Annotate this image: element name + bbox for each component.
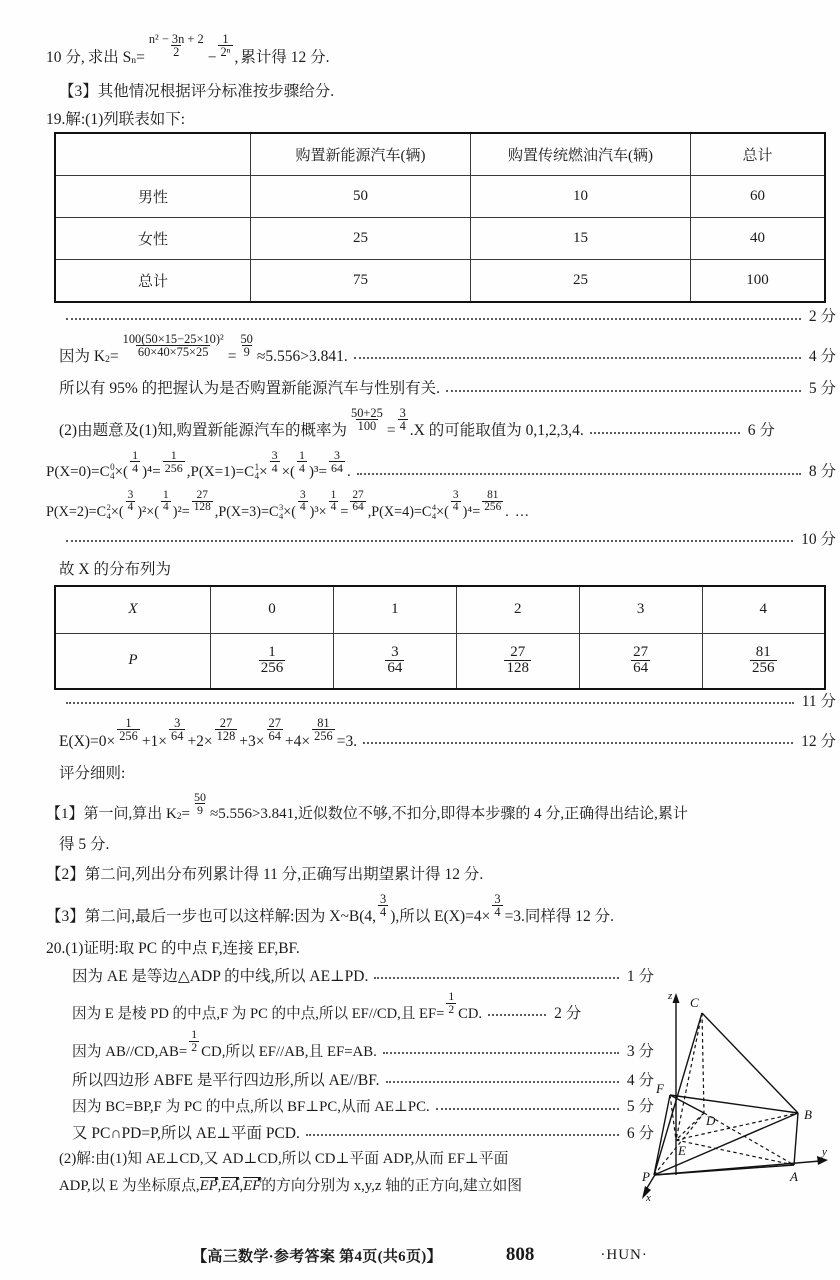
solid-geometry-figure	[642, 985, 838, 1203]
vector-EA: EA	[221, 1178, 240, 1195]
fraction-27-128: $\frac{27}{128}$	[216, 716, 236, 744]
rubric-title	[46, 766, 836, 782]
label-C: C	[690, 995, 699, 1011]
fraction-3-4: $\frac{3}{4}$	[494, 891, 501, 920]
table-cell-p-label: P	[55, 633, 211, 689]
fraction-3-4: $\frac{3}{4}$	[299, 489, 306, 514]
distribution-lead-text: 故 X 的分布列为	[59, 561, 171, 579]
dashed-EB	[676, 1113, 798, 1140]
geometry-svg	[642, 985, 838, 1203]
label-P: P	[642, 1169, 650, 1185]
label-F: F	[656, 1081, 664, 1097]
proof-step-tail: CD.	[458, 1006, 483, 1023]
score-value: 8 分	[808, 463, 836, 481]
fraction-1-256	[163, 449, 185, 474]
multiply-open: ×(	[110, 504, 124, 521]
score-value: 4 分	[808, 348, 836, 366]
score-value: 1 分	[626, 967, 654, 985]
leader-dots	[488, 1013, 546, 1016]
k2-formula-line	[46, 331, 836, 366]
denominator: 4	[399, 419, 406, 434]
table-cell: 4	[702, 586, 825, 634]
denominator: 64	[330, 460, 343, 475]
conclusion-text: 所以有 95% 的把握认为是否购置新能源汽车与性别有关.	[59, 380, 441, 398]
table-cell: 100	[691, 260, 826, 303]
fraction-probability	[349, 407, 385, 433]
multiply: ×	[259, 463, 268, 480]
x-values-text: .X 的可能取值为 0,1,2,3,4.	[409, 422, 584, 440]
multiply-open: ×(	[281, 463, 296, 480]
numerator: 100(50×15−25×10)²	[122, 331, 224, 346]
score-line-2	[46, 309, 836, 325]
table-cell	[456, 633, 579, 689]
footer-title: 【高三数学·参考答案 第4页(共6页)】	[192, 1248, 442, 1265]
table-cell: 75	[251, 260, 471, 303]
numerator: 3	[271, 447, 278, 462]
q20-line-3	[46, 990, 654, 1023]
table-row	[55, 218, 825, 260]
fraction-50-9: $\frac{50}{9}$	[193, 790, 206, 818]
question-lead: 解:(1)列联表如下:	[65, 111, 186, 129]
p2-label: P(X=2)=C	[46, 504, 107, 521]
denominator: 2ⁿ	[220, 45, 231, 60]
q20-line-9: ADP,以 E 为坐标原点, EP , EA , EF 的方向分别为 x,y,z 轴的正方向,建立如图	[59, 1178, 523, 1195]
rubric-continuation: 得 5 分.	[59, 836, 110, 854]
fraction-sn-main	[147, 33, 206, 59]
table-cell	[211, 633, 334, 689]
table-cell: 女性	[55, 218, 251, 260]
table-row	[55, 260, 825, 303]
label-z-axis: z	[668, 990, 673, 1003]
table-cell: 总计	[55, 260, 251, 303]
rubric-item-3	[46, 891, 836, 926]
term: +4×	[284, 732, 311, 750]
q19-part2-line	[46, 405, 836, 440]
table-header-row	[55, 133, 825, 176]
multiply-open: ×(	[114, 463, 129, 480]
score-value: 6 分	[747, 422, 775, 440]
fraction-50-9	[238, 333, 254, 359]
fraction-3-64	[329, 449, 345, 474]
q20-line-4	[46, 1026, 654, 1060]
page-footer	[0, 1244, 840, 1266]
table-cell	[702, 633, 825, 689]
continuation-line-1: 10 分 , 求出 S n = $\frac{\text{n² − 3n + 2}}{2}$ − $\frac{1}{\text{2ⁿ}}$ , 累计得 12 分.	[46, 32, 330, 66]
q20-line-5	[46, 1073, 654, 1089]
denominator: 9	[243, 345, 250, 360]
leader-dots	[590, 431, 740, 434]
term: +3×	[239, 732, 265, 750]
fraction-p0: $\frac{1}{256}$	[260, 644, 284, 677]
expectation-label: E(X)=0×	[59, 732, 116, 750]
table-cell	[333, 633, 456, 689]
leader-dots	[357, 472, 801, 475]
superscript-2: 2	[105, 354, 110, 366]
edge-FB	[670, 1095, 798, 1113]
approx-comparison: ≈5.556>3.841.	[256, 348, 348, 366]
power-close: )⁴=	[142, 463, 161, 480]
fraction-27-128: $\frac{27}{128}$	[193, 489, 211, 514]
numerator: 50	[240, 331, 253, 346]
leader-dots	[374, 976, 619, 979]
leader-dots	[66, 539, 793, 542]
table-row-x	[55, 586, 825, 634]
rubric-item-1	[46, 790, 836, 823]
power-close: )³×	[309, 504, 327, 521]
leader-dots	[436, 1107, 619, 1110]
table-cell: 购置新能源汽车(辆)	[251, 133, 471, 176]
p3-label: ,P(X=3)=C	[214, 504, 279, 521]
table-cell: 25	[471, 260, 691, 303]
numerator: 3	[333, 447, 340, 462]
probability-line-2	[46, 489, 836, 521]
q19-heading	[46, 112, 836, 128]
leader-dots	[354, 356, 801, 359]
question-number: 19.	[46, 111, 66, 129]
proof-step-tail: CD,所以 EF//AB,且 EF=AB.	[201, 1043, 377, 1060]
fraction-81-256: $\frac{81}{256}$	[484, 489, 502, 514]
table-cell: 10	[471, 176, 691, 218]
table-cell: 15	[471, 218, 691, 260]
equals-sign: =	[109, 348, 119, 366]
label-x-axis: x	[646, 1192, 651, 1204]
rubric-tail: =3.同样得 12 分.	[504, 908, 615, 926]
p1-label: ,P(X=1)=C	[186, 463, 255, 480]
fraction-1-4	[130, 449, 140, 474]
minus-sign: −	[207, 48, 217, 66]
expectation-line	[46, 716, 836, 750]
rubric-note-3: 【3】其他情况根据评分标准按步骤给分.	[59, 82, 335, 100]
numerator: 1	[132, 447, 139, 462]
p4-label: ,P(X=4)=C	[367, 504, 432, 521]
rubric-head: 【1】第一问,算出 K	[46, 806, 177, 823]
term: +1×	[141, 732, 168, 750]
leader-dots	[306, 1133, 619, 1136]
numerator: 1	[299, 447, 306, 462]
fraction-k2-expression	[121, 333, 226, 359]
part2-lead: (2)由题意及(1)知,购置新能源汽车的概率为	[59, 422, 348, 440]
leader-dots	[446, 389, 801, 392]
equals-sign: =	[136, 48, 145, 66]
ellipsis: …	[514, 504, 530, 521]
combination-notation: 0 4	[110, 461, 115, 481]
q20-text-column	[46, 969, 654, 1195]
fraction-1-4: $\frac{1}{4}$	[163, 489, 169, 514]
numerator: 50+25	[351, 405, 383, 420]
rubric-text: 【2】第二问,列出分布列累计得 11 分,正确写出期望累计得 12 分.	[46, 866, 484, 884]
table-cell-x-label: X	[55, 586, 211, 634]
table-cell	[55, 133, 251, 176]
label-E: E	[678, 1143, 686, 1159]
formula-label: 因为 K	[59, 348, 106, 366]
numerator: 1	[222, 32, 229, 47]
score-value: 2 分	[808, 308, 836, 326]
fraction-p2: $\frac{27}{128}$	[506, 644, 529, 677]
conclusion-line	[46, 381, 836, 397]
leader-dots	[66, 701, 794, 704]
subscript-n: n	[131, 54, 137, 66]
contingency-table	[54, 132, 826, 303]
table-cell: 25	[251, 218, 471, 260]
equals-sign: =	[181, 806, 190, 823]
denominator: 256	[164, 460, 183, 475]
table-cell: 50	[251, 176, 471, 218]
power-close: )²=	[172, 504, 190, 521]
dist-table-lead	[46, 562, 836, 578]
q20-line-7	[46, 1126, 654, 1142]
fraction-1-2: $\frac{1}{2}$	[448, 990, 455, 1017]
numerator: 1	[170, 447, 177, 462]
multiply-open: ×(	[283, 504, 296, 521]
table-cell: 40	[691, 218, 826, 260]
score-value: 11 分	[801, 692, 836, 710]
fraction-1-2: $\frac{1}{2}$	[191, 1026, 198, 1054]
leader-dots	[66, 317, 801, 320]
period: .	[346, 463, 351, 480]
combination-notation: 3 4	[278, 502, 284, 521]
proof-step-head: 因为 AB//CD,AB=	[72, 1043, 188, 1060]
edge-AB	[794, 1113, 798, 1165]
fraction-p1: $\frac{3}{64}$	[387, 644, 403, 677]
rubric-title-text: 评分细则:	[59, 764, 126, 782]
denominator: 4	[299, 460, 306, 475]
rubric-tail: ≈5.556>3.841,近似数位不够,不扣分,即得本步骤的 4 分,正确得出结论,累计	[209, 806, 688, 823]
edge-CB	[702, 1013, 798, 1113]
table-cell: 0	[211, 586, 334, 634]
superscript-2: 2	[176, 812, 182, 823]
table-cell: 3	[579, 586, 702, 634]
table-row-p	[55, 633, 825, 689]
formula-lead: 求出 S	[87, 48, 132, 66]
multiply-open: ×(	[436, 504, 449, 521]
coord-setup-tail: 的方向分别为 x,y,z 轴的正方向,建立如图	[261, 1178, 523, 1195]
proof-step: 因为 BC=BP,F 为 PC 的中点,所以 BF⊥PC,从而 AE⊥PC.	[72, 1099, 430, 1116]
denominator: 4	[271, 460, 278, 475]
dashed-CD	[702, 1013, 704, 1113]
table-cell: 1	[333, 586, 456, 634]
score-value: 4 分	[626, 1072, 654, 1090]
label-y-axis: y	[822, 1146, 827, 1159]
q20-heading	[46, 941, 836, 957]
continuation-line-2	[46, 84, 836, 100]
table-cell	[579, 633, 702, 689]
vector-EP: EP	[199, 1178, 218, 1195]
fraction-27-64: $\frac{27}{64}$	[352, 489, 364, 514]
fraction-27-64: $\frac{27}{64}$	[268, 716, 281, 744]
equals-sign: =	[227, 348, 237, 366]
score-line-11	[46, 694, 836, 710]
score-value: 12 分	[801, 732, 836, 750]
numerator: 3	[399, 405, 406, 420]
score-text: 10 分	[46, 48, 81, 66]
q20-line-1: (1)证明:取 PC 的中点 F,连接 EF,BF.	[65, 940, 300, 958]
table-cell: 2	[456, 586, 579, 634]
score-value: 6 分	[626, 1124, 654, 1142]
fraction-1-4: $\frac{1}{4}$	[330, 489, 337, 514]
power-close: )³=	[309, 463, 327, 480]
fraction-p3: $\frac{27}{64}$	[633, 644, 649, 677]
rubric-mid: ),所以 E(X)=4×	[390, 908, 491, 926]
vector-EF: EF	[243, 1178, 262, 1195]
proof-step-head: 因为 E 是棱 PD 的中点,F 为 PC 的中点,所以 EF//CD,且 EF=	[72, 1006, 445, 1023]
score-value: 10 分	[801, 531, 836, 549]
leader-dots	[383, 1051, 619, 1054]
term: +2×	[187, 732, 213, 750]
denominator: 4	[132, 460, 139, 475]
fraction-3-4	[398, 407, 408, 433]
coord-setup-text: ADP,以 E 为坐标原点,	[59, 1178, 200, 1195]
fraction-1-256: $\frac{1}{256}$	[119, 716, 138, 744]
fraction-3-4	[270, 449, 280, 474]
table-row	[55, 176, 825, 218]
fraction-3-4: $\frac{3}{4}$	[380, 891, 387, 920]
table-cell: 60	[691, 176, 826, 218]
period: .	[505, 504, 509, 521]
label-B: B	[804, 1107, 812, 1123]
distribution-table	[54, 585, 826, 690]
equals-sign: =	[340, 504, 349, 521]
result: =3.	[336, 732, 358, 750]
fraction-half-power	[218, 33, 232, 59]
fraction-p4: $\frac{81}{256}$	[752, 644, 775, 677]
part2-text: (2)解:由(1)知 AE⊥CD,又 AD⊥CD,所以 CD⊥平面 ADP,从而 EF⊥平面	[59, 1150, 509, 1167]
fraction-1-4	[297, 449, 307, 474]
table-cell: 男性	[55, 176, 251, 218]
score-value: 3 分	[626, 1042, 654, 1060]
label-D: D	[706, 1113, 716, 1129]
power-close: )⁴=	[462, 504, 481, 521]
denominator: 2	[173, 45, 180, 60]
equals-sign: =	[386, 422, 396, 440]
dashed-EA	[676, 1140, 794, 1165]
power-close: )²×(	[137, 504, 160, 521]
fraction-3-4: $\frac{3}{4}$	[452, 489, 459, 514]
combination-notation: 2 4	[106, 502, 111, 521]
probability-line-1	[46, 447, 836, 481]
rubric-head: 【3】第二问,最后一步也可以这样解:因为 X~B(4,	[46, 908, 377, 926]
table-cell: 总计	[691, 133, 826, 176]
accumulated-score-text: 累计得 12 分.	[240, 48, 330, 66]
footer-page-code: 808	[505, 1244, 535, 1265]
table-cell: 购置传统燃油汽车(辆)	[471, 133, 691, 176]
z-arrow	[673, 993, 680, 1003]
label-A: A	[790, 1169, 798, 1185]
question-20	[46, 940, 836, 1204]
q20-line-8	[46, 1152, 654, 1168]
rubric-item-2	[46, 867, 836, 883]
denominator: 60×40×75×25	[137, 345, 209, 360]
score-value: 5 分	[626, 1098, 654, 1116]
numerator: n² − 3n + 2	[148, 32, 204, 47]
p0-label: P(X=0)=C	[46, 463, 110, 480]
score-value: 5 分	[808, 380, 836, 398]
proof-step: 所以四边形 ABFE 是平行四边形,所以 AE//BF.	[72, 1072, 380, 1090]
proof-step: 又 PC∩PD=P,所以 AE⊥平面 PCD.	[72, 1124, 300, 1142]
fraction-81-256: $\frac{81}{256}$	[314, 716, 333, 744]
score-line-10	[46, 532, 836, 548]
proof-step: 因为 AE 是等边△ADP 的中线,所以 AE⊥PD.	[72, 967, 369, 985]
fraction-3-64: $\frac{3}{64}$	[171, 716, 184, 744]
leader-dots	[363, 741, 793, 744]
edge-PF	[654, 1095, 670, 1175]
question-number: 20.	[46, 940, 66, 958]
combination-notation: 4 4	[431, 502, 437, 521]
score-value: 2 分	[554, 1005, 582, 1023]
denominator: 100	[357, 419, 377, 434]
dashed-CE	[676, 1013, 702, 1140]
fraction-3-4: $\frac{3}{4}$	[127, 489, 134, 514]
combination-notation: 1 4	[254, 461, 260, 481]
footer-region-code: ·HUN·	[600, 1246, 648, 1263]
q20-line-6	[46, 1099, 654, 1115]
rubric-item-1-cont	[46, 837, 836, 853]
leader-dots	[386, 1080, 619, 1083]
q20-line-2	[46, 969, 654, 985]
document-body	[46, 32, 836, 1205]
